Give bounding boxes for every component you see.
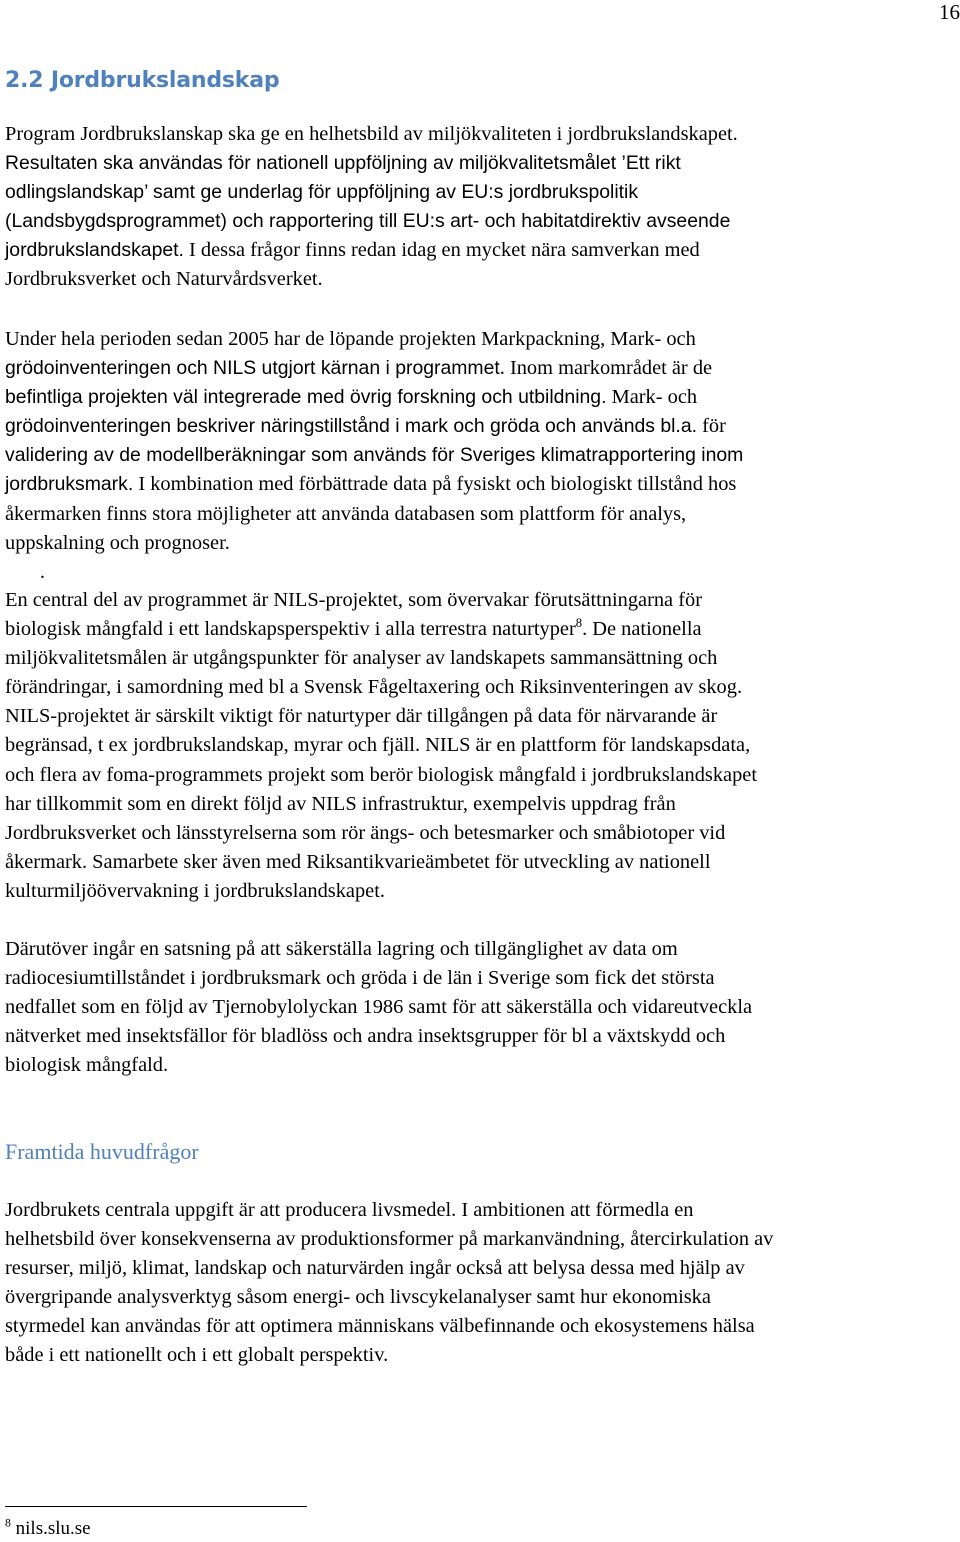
text-line (5, 615, 960, 644)
text-line: Program Jordbrukslanskap ska ge en helhetsbild av miljökvaliteten i jordbrukslandskapet. (5, 123, 738, 145)
text-line: miljökvalitetsmålen är utgångspunkter för analyser av landskapets sammansättning och (5, 647, 718, 670)
text-line (5, 383, 960, 412)
text-line (5, 354, 960, 383)
text-line: nedfallet som en följd av Tjernobylolyckan 1986 samt för att säkerställa och vidareutveckla (5, 996, 753, 1019)
text-fragment: för (697, 415, 726, 438)
text-line: har tillkommit som en direkt följd av NILS infrastruktur, exempelvis uppdrag från (5, 792, 676, 815)
text-line: Jordbrukets centrala uppgift är att producera livsmedel. I ambitionen att förmedla en (5, 1199, 694, 1221)
text-fragment: biologisk mångfald i ett landskapsperspektiv i alla terrestra naturtyper (5, 618, 576, 641)
text-line: både i ett nationellt och i ett globalt perspektiv. (5, 1344, 389, 1367)
text-line: resurser, miljö, klimat, landskap och naturvärden ingår också att belysa dessa med hjälp av (5, 1257, 745, 1280)
text-line (5, 412, 960, 441)
text-fragment: befintliga projekten väl integrerade med övrig forskning och utbildning. (5, 386, 607, 409)
text-line: biologisk mångfald. (5, 1054, 169, 1077)
text-line: Under hela perioden sedan 2005 har de löpande projekten Markpackning, Mark- och (5, 328, 696, 350)
paragraph-projects (5, 325, 960, 558)
text-line: förändringar, i samordning med bl a Svensk Fågeltaxering och Riksinventeringen av skog. (5, 676, 743, 699)
footnote-reference[interactable]: 8 (575, 616, 583, 631)
text-line: radiocesiumtillståndet i jordbruksmark och gröda i de län i Sverige som fick det största (5, 967, 715, 990)
text-fragment: . Inom markområdet är de (499, 357, 713, 380)
text-line: Jordbruksverket och länsstyrelserna som rör ängs- och betesmarker och småbiotoper vid (5, 821, 726, 844)
text-fragment: Mark- och (606, 386, 698, 409)
footnote-divider (5, 1506, 307, 1507)
separator-dot: . (40, 561, 45, 583)
paragraph-program-overview (5, 120, 960, 295)
section-heading: 2.2 Jordbrukslandskap (5, 68, 280, 93)
text-line: begränsad, t ex jordbrukslandskap, myrar och fjäll. NILS är en plattform för landskapsdata, (5, 734, 751, 757)
paragraph-nils (5, 586, 960, 906)
text-fragment: . De nationella (582, 618, 702, 641)
text-fragment: I dessa frågor finns redan idag en mycket nära samverkan med (183, 239, 700, 262)
text-line: NILS-projektet är särskilt viktigt för naturtyper där tillgången på data för närvarande är (5, 705, 718, 728)
text-line: Därutöver ingår en satsning på att säkerställa lagring och tillgänglighet av data om (5, 938, 678, 960)
text-line: Resultaten ska användas för nationell uppföljning av miljökvalitetsmålet ’Ett rikt (5, 152, 681, 175)
text-line: åkermarken finns stora möjligheter att använda databasen som plattform för analys, (5, 502, 687, 525)
text-line (5, 470, 960, 499)
text-line: (Landsbygdsprogrammet) och rapportering till EU:s art- och habitatdirektiv avseende (5, 210, 731, 233)
text-fragment: grödoinventeringen och NILS utgjort kärnan i programmet (5, 357, 500, 380)
text-line (5, 236, 960, 265)
text-line: styrmedel kan användas för att optimera människans välbefinnande och ekosystemens hälsa (5, 1315, 755, 1338)
text-line: En central del av programmet är NILS-projektet, som övervakar förutsättningarna för (5, 589, 702, 611)
text-line: åkermark. Samarbete sker även med Riksantikvarieämbetet för utveckling av nationell (5, 850, 711, 873)
text-line: övergripande analysverktyg såsom energi- och livscykelanalyser samt hur ekonomiska (5, 1286, 711, 1309)
text-line: validering av de modellberäkningar som används för Sveriges klimatrapportering inom (5, 444, 744, 467)
text-line: nätverket med insektsfällor för bladlöss och andra insektsgrupper för bl a växtskydd och (5, 1025, 726, 1048)
footnote (5, 1517, 91, 1541)
text-line: odlingslandskap’ samt ge underlag för uppföljning av EU:s jordbrukspolitik (5, 181, 639, 204)
text-line: helhetsbild över konsekvenserna av produktionsformer på markanvändning, återcirkulation av (5, 1228, 774, 1251)
footnote-link[interactable]: nils.slu.se (10, 1518, 91, 1539)
text-line: och flera av foma-programmets projekt som berör biologisk mångfald i jordbrukslandskapet (5, 763, 757, 786)
text-line: kulturmiljöövervakning i jordbrukslandskapet. (5, 879, 385, 902)
text-fragment: I kombination med förbättrade data på fysiskt och biologiskt tillstånd hos (133, 473, 737, 496)
paragraph-future-questions (5, 1196, 960, 1371)
text-line: uppskalning och prognoser. (5, 531, 230, 554)
text-fragment: grödoinventeringen beskriver näringstillstånd i mark och gröda och används bl.a. (5, 415, 697, 438)
sub-heading: Framtida huvudfrågor (5, 1139, 199, 1164)
footnote-marker: 8 (5, 1516, 11, 1530)
text-fragment: jordbrukslandskapet. (5, 239, 184, 262)
text-fragment: jordbruksmark. (5, 473, 134, 496)
paragraph-radiocesium (5, 935, 960, 1080)
page-number: 16 (939, 0, 960, 24)
text-line: Jordbruksverket och Naturvårdsverket. (5, 268, 323, 291)
